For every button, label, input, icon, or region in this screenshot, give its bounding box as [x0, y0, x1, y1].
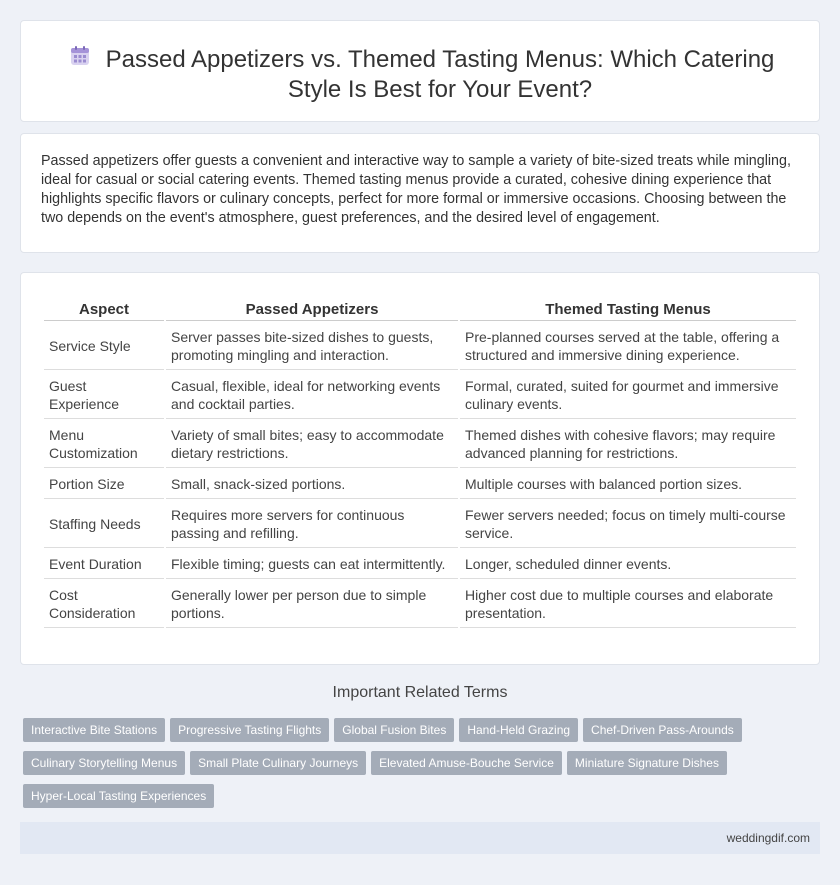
row-passed-appetizers: Flexible timing; guests can eat intermittently.	[166, 550, 458, 579]
footer	[20, 822, 820, 854]
header-passed-appetizers: Passed Appetizers	[166, 295, 458, 321]
row-themed-tasting-menus: Longer, scheduled dinner events.	[460, 550, 796, 579]
table-row	[44, 372, 796, 419]
table-row	[44, 323, 796, 370]
related-term-tag[interactable]: Elevated Amuse-Bouche Service	[371, 751, 562, 775]
intro-card	[20, 133, 820, 253]
comparison-table	[42, 293, 798, 630]
row-themed-tasting-menus: Formal, curated, suited for gourmet and immersive culinary events.	[460, 372, 796, 419]
table-row	[44, 501, 796, 548]
header-card	[20, 20, 820, 122]
row-passed-appetizers: Casual, flexible, ideal for networking events and cocktail parties.	[166, 372, 458, 419]
related-term-tag[interactable]: Progressive Tasting Flights	[170, 718, 329, 742]
row-themed-tasting-menus: Multiple courses with balanced portion sizes.	[460, 470, 796, 499]
row-passed-appetizers: Requires more servers for continuous passing and refilling.	[166, 501, 458, 548]
intro-text: Passed appetizers offer guests a convenient and interactive way to sample a variety of bite-sized treats while mingling, ideal for casual or social catering events. Themed tasting menus provide a curated, cohesive dining experience that highlights specific flavors or culinary concepts, perfect for more formal or immersive occasions. Choosing between the two depends on the event's atmosphere, guest preferences, and the desired level of engagement.	[41, 153, 791, 226]
related-term-tag[interactable]: Interactive Bite Stations	[23, 718, 165, 742]
related-term-tag[interactable]: Hyper-Local Tasting Experiences	[23, 784, 214, 808]
related-term-tag[interactable]: Culinary Storytelling Menus	[23, 751, 185, 775]
row-passed-appetizers: Variety of small bites; easy to accommodate dietary restrictions.	[166, 421, 458, 468]
row-passed-appetizers: Small, snack-sized portions.	[166, 470, 458, 499]
row-aspect: Event Duration	[44, 550, 164, 579]
table-row	[44, 470, 796, 499]
related-terms-heading: Important Related Terms	[332, 684, 508, 701]
row-aspect: Cost Consideration	[44, 581, 164, 628]
related-term-tag[interactable]: Small Plate Culinary Journeys	[190, 751, 366, 775]
related-term-tag[interactable]: Chef-Driven Pass-Arounds	[583, 718, 742, 742]
table-row	[44, 550, 796, 579]
row-themed-tasting-menus: Fewer servers needed; focus on timely multi-course service.	[460, 501, 796, 548]
row-aspect: Service Style	[44, 323, 164, 370]
table-header-row	[44, 295, 796, 321]
header-aspect: Aspect	[44, 295, 164, 321]
row-aspect: Portion Size	[44, 470, 164, 499]
header-themed-tasting-menus: Themed Tasting Menus	[460, 295, 796, 321]
row-passed-appetizers: Generally lower per person due to simple portions.	[166, 581, 458, 628]
row-themed-tasting-menus: Higher cost due to multiple courses and elaborate presentation.	[460, 581, 796, 628]
related-terms-list	[23, 718, 823, 817]
related-term-tag[interactable]: Miniature Signature Dishes	[567, 751, 727, 775]
row-aspect: Menu Customization	[44, 421, 164, 468]
row-themed-tasting-menus: Themed dishes with cohesive flavors; may require advanced planning for restrictions.	[460, 421, 796, 468]
related-term-tag[interactable]: Global Fusion Bites	[334, 718, 454, 742]
footer-site-link[interactable]: weddingdif.com	[726, 831, 810, 845]
table-row	[44, 421, 796, 468]
row-themed-tasting-menus: Pre-planned courses served at the table, offering a structured and immersive dining experience.	[460, 323, 796, 370]
row-aspect: Staffing Needs	[44, 501, 164, 548]
related-term-tag[interactable]: Hand-Held Grazing	[459, 718, 578, 742]
table-row	[44, 581, 796, 628]
row-aspect: Guest Experience	[44, 372, 164, 419]
page-title: Passed Appetizers vs. Themed Tasting Menus: Which Catering Style Is Best for Your Event?	[105, 46, 775, 103]
row-passed-appetizers: Server passes bite-sized dishes to guests, promoting mingling and interaction.	[166, 323, 458, 370]
comparison-card	[20, 272, 820, 665]
